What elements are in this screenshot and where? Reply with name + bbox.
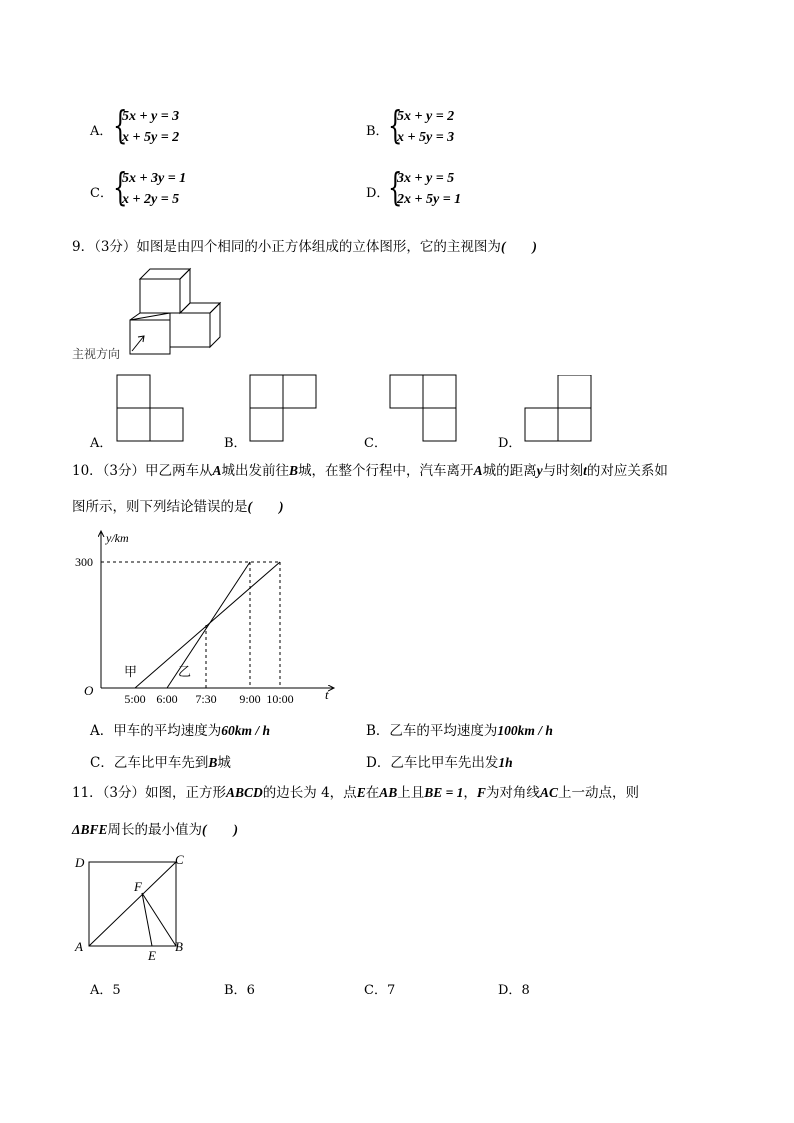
q10-option-b (366, 719, 553, 739)
q11-paren: ( ) (201, 822, 238, 837)
q11-option-a-label: A． (90, 983, 113, 998)
q8-option-c-eq2: x + 2y = 5 (122, 192, 180, 207)
q11-triangle: ΔBFE (72, 822, 108, 837)
q10-distance-time-chart (72, 525, 352, 710)
label-a: A (75, 939, 83, 954)
q10-option-c-label: C． (90, 755, 114, 771)
q9-stem-text: 9．（3分）如图是由四个相同的小正方体组成的立体图形，它的主视图为 (72, 239, 501, 255)
cube-bottom-right-top (180, 303, 220, 313)
q9-option-a-label: A． (90, 436, 113, 451)
q10-var-y: y (536, 463, 543, 478)
q8-option-b-label: B． (366, 124, 389, 139)
q10-option-d-text: 乙车比甲车先出发 (390, 755, 499, 771)
q10-option-d-value: 1h (498, 755, 513, 770)
q10-stem-line1 (72, 459, 668, 479)
q10-option-d (366, 751, 513, 771)
x-tick-label: 7:30 (195, 692, 217, 706)
y-tick-300: 300 (75, 555, 93, 569)
q11-condition: BE = 1 (424, 785, 464, 800)
q10-option-c-suffix: 城 (217, 755, 231, 771)
q11-stem-part: 11．（3分）如图，正方形 (72, 785, 227, 801)
q9-direction-label: 主视方向 (72, 347, 121, 361)
series-label-yi: 乙 (178, 664, 192, 679)
cube-top-top (140, 269, 190, 279)
q10-option-b-value: 100km / h (497, 723, 553, 738)
q8-option-a-label: A． (90, 124, 113, 139)
q9-a-square (150, 408, 183, 441)
series-line-jia (135, 562, 280, 688)
q9-b-square (250, 408, 283, 441)
q11-stem-part: 上一动点，则 (557, 785, 639, 801)
q10-stem-line2 (72, 495, 284, 515)
label-b: B (175, 939, 183, 954)
q10-option-b-text: 乙车的平均速度为 (389, 723, 498, 739)
q11-stem-part: 周长的最小值为 (107, 822, 202, 838)
brace-icon: { (113, 165, 128, 209)
q10-option-c-value: B (208, 755, 218, 770)
q9-c-square (423, 408, 456, 441)
q9-stem (72, 235, 537, 255)
q10-city-a: A (473, 463, 483, 478)
q8-option-d-eq2: 2x + 5y = 1 (397, 192, 462, 207)
x-tick-label: 6:00 (156, 692, 178, 706)
q8-option-a-eq1: 5x + y = 3 (122, 109, 180, 124)
q11-stem-part: ， (463, 785, 477, 801)
q9-option-d-figure (524, 375, 594, 445)
q8-option-c-eq1: 5x + 3y = 1 (122, 171, 187, 186)
cube-bottom-left-top (130, 313, 170, 320)
q10-option-a-value: 60km / h (221, 723, 271, 738)
q11-stem-line1 (72, 781, 639, 801)
q10-option-a-label: A． (90, 723, 114, 739)
origin-label: O (84, 683, 94, 698)
q10-stem-part: 图所示，则下列结论错误的是 (72, 499, 248, 515)
q10-option-c (90, 751, 231, 771)
q9-d-square (558, 408, 591, 441)
q11-point-f: F (476, 785, 486, 800)
q11-segment-ac: AC (539, 785, 558, 800)
q11-point-e: E (356, 785, 366, 800)
q11-option-c-label: C． (364, 983, 387, 998)
q9-option-figures (72, 370, 532, 450)
x-tick-label: 10:00 (266, 692, 294, 706)
q11-option-d (498, 979, 530, 998)
q11-option-b-label: B． (224, 983, 247, 998)
q9-c-square (423, 375, 456, 408)
q10-stem-part: 与时刻 (542, 463, 584, 479)
cube-bottom-left-front (130, 320, 170, 354)
q8-option-d-label: D． (366, 186, 390, 201)
label-e: E (148, 948, 156, 963)
q11-stem-part: 在 (365, 785, 380, 801)
q8-option-b-eq1: 5x + y = 2 (397, 109, 455, 124)
q11-stem-part: 上且 (397, 785, 425, 801)
q11-option-c-value: 7 (386, 983, 396, 998)
q11-square-name: ABCD (226, 785, 263, 800)
q9-option-b-label: B． (224, 436, 247, 451)
diagonal-ac (89, 862, 176, 946)
q11-option-b-value: 6 (246, 983, 255, 998)
q10-stem-part: 10．（3分）甲乙两车从 (72, 463, 213, 479)
q10-city-b: B (289, 463, 299, 478)
q9-c-square (390, 375, 423, 408)
q11-option-b (224, 979, 255, 998)
q10-option-d-label: D． (366, 755, 391, 771)
q11-option-d-label: D． (498, 983, 522, 998)
q8-option-a-eq2: x + 5y = 2 (122, 130, 180, 145)
q9-d-square (525, 408, 558, 441)
label-d: D (75, 855, 85, 870)
x-axis-label: t (325, 687, 329, 702)
q10-stem-part: 城，在整个行程中，汽车离开 (298, 463, 474, 479)
q11-stem-line2 (72, 818, 238, 838)
cube-bottom-right-side (210, 303, 220, 347)
x-tick-label: 5:00 (124, 692, 146, 706)
x-tick-label: 9:00 (239, 692, 261, 706)
q11-square-figure (72, 850, 197, 965)
q9-d-square (558, 375, 591, 408)
q10-stem-part: 的对应关系如 (586, 463, 668, 479)
q10-stem-part: 城出发前往 (221, 463, 290, 479)
q10-option-a-text: 甲车的平均速度为 (113, 723, 222, 739)
label-f: F (134, 879, 142, 894)
q11-option-a (90, 979, 121, 998)
brace-icon: { (388, 103, 403, 147)
q11-stem-part: 为对角线 (485, 785, 540, 801)
q10-paren: ( ) (247, 499, 284, 514)
q9-a-square (117, 375, 150, 408)
y-axis-label: y/km (106, 531, 129, 545)
q10-option-b-label: B． (366, 723, 390, 739)
series-label-jia: 甲 (124, 664, 138, 679)
q11-segment-ab: AB (379, 785, 398, 800)
brace-icon: { (113, 103, 128, 147)
cube-top-front (140, 279, 180, 313)
label-c: C (175, 852, 184, 867)
q9-b-square (283, 375, 316, 408)
cube-bottom-right-front (170, 313, 210, 347)
q10-city-a: A (212, 463, 222, 478)
q9-b-square (250, 375, 283, 408)
q10-option-a (90, 719, 270, 739)
q11-option-d-value: 8 (521, 983, 530, 998)
q8-option-b-eq2: x + 5y = 3 (397, 130, 455, 145)
q11-option-a-value: 5 (112, 983, 121, 998)
view-direction-arrow (132, 336, 144, 351)
q11-option-c (364, 979, 395, 998)
q10-stem-part: 城的距离 (482, 463, 537, 479)
q10-var-t: t (583, 463, 587, 478)
q9-option-c-label: C． (364, 436, 387, 451)
q9-a-square (117, 408, 150, 441)
q9-paren: ( ) (500, 239, 537, 254)
q9-option-d-label: D． (498, 436, 522, 451)
q11-stem-part: 的边长为 4，点 (262, 785, 357, 801)
q8-option-d-eq1: 3x + y = 5 (397, 171, 455, 186)
cube-top-side (180, 269, 190, 313)
q10-option-c-text: 乙车比甲车先到 (113, 755, 209, 771)
brace-icon: { (388, 165, 403, 209)
q8-option-c-label: C． (90, 186, 113, 201)
